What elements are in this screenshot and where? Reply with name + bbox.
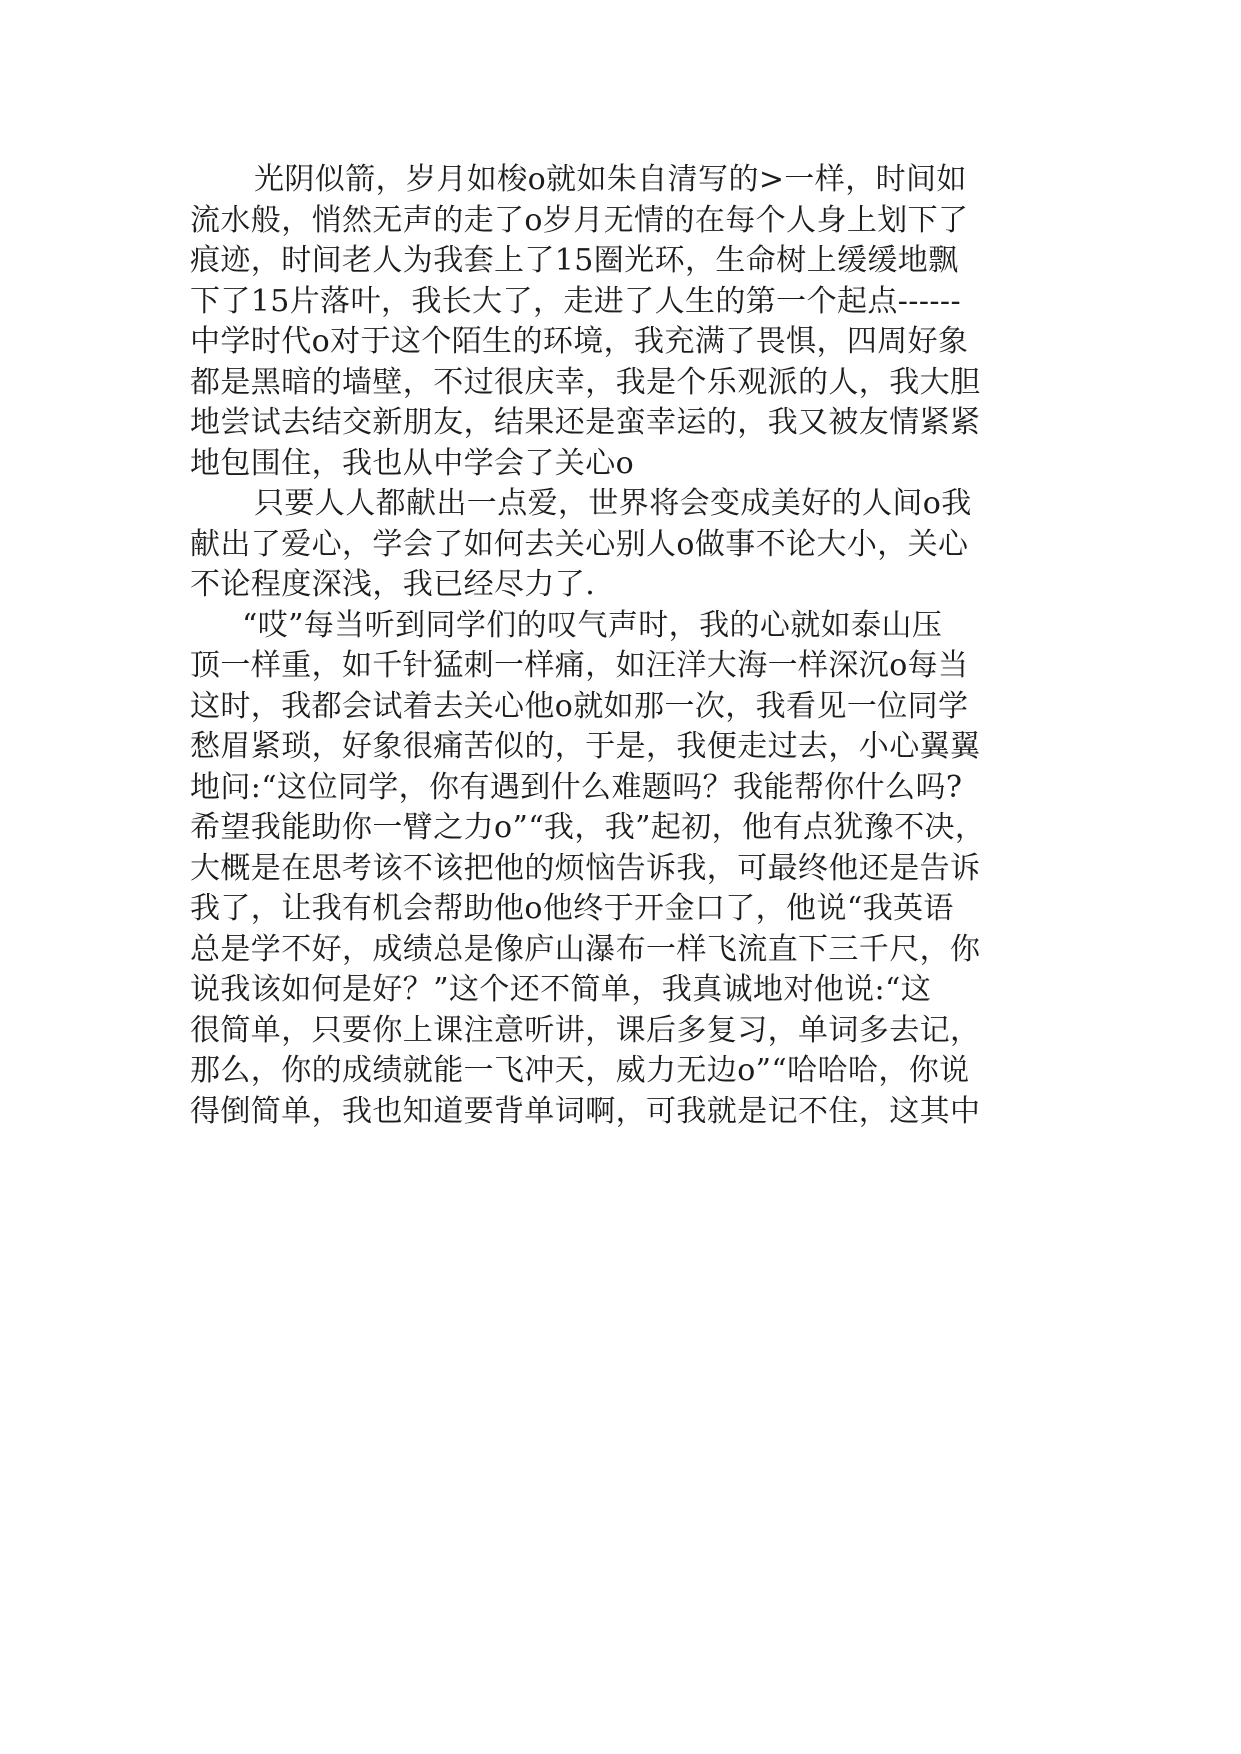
text-line: 得倒简单，我也知道要背单词啊，可我就是记不住，这其中: [190, 1093, 981, 1129]
text-line: 我了，让我有机会帮助他o他终于开金口了，他说“我英语: [190, 891, 954, 926]
text-line: 愁眉紧琐，好象很痛苦似的，于是，我便走过去，小心翼翼: [190, 729, 981, 764]
text-line: 地问:“这位同学，你有遇到什么难题吗？我能帮你什么吗?: [190, 769, 963, 805]
text-line: 总是学不好，成绩总是像庐山瀑布一样飞流直下三千尺，你: [190, 931, 981, 967]
text-line: 这时，我都会试着去关心他o就如那一次，我看见一位同学: [190, 688, 969, 724]
text-line: 下了15片落叶，我长大了，走进了人生的第一个起点------: [190, 283, 961, 319]
text-line: 很简单，只要你上课注意听讲，课后多复习，单词多去记，: [190, 1012, 981, 1048]
text-line: 光阴似箭，岁月如梭o就如朱自清写的>一样，时间如: [254, 162, 967, 197]
essay-text: [190, 160, 1070, 1132]
text-line: 那么，你的成绩就能一飞冲天，威力无边o”“哈哈哈，你说: [190, 1053, 970, 1088]
text-line: 只要人人都献出一点爱，世界将会变成美好的人间o我: [254, 486, 972, 521]
text-line: 献出了爱心，学会了如何去关心别人o做事不论大小，关心: [190, 526, 969, 562]
text-line: 痕迹，时间老人为我套上了15圈光环，生命树上缓缓地飘: [190, 243, 959, 278]
text-line: 都是黑暗的墙壁，不过很庆幸，我是个乐观派的人，我大胆: [190, 364, 981, 400]
text-line: 说我该如何是好？”这个还不简单，我真诚地对他说:“这: [190, 972, 932, 1007]
text-line: “哎”每当听到同学们的叹气声时，我的心就如泰山压: [242, 607, 943, 643]
text-line: 不论程度深浅，我已经尽力了.: [190, 567, 596, 602]
text-line: 大概是在思考该不该把他的烦恼告诉我，可最终他还是告诉: [190, 850, 981, 886]
text-line: 希望我能助你一臂之力o”“我，我”起初，他有点犹豫不决，: [190, 810, 986, 845]
text-line: 中学时代o对于这个陌生的环境，我充满了畏惧，四周好象: [190, 324, 969, 359]
text-line: 流水般，悄然无声的走了o岁月无情的在每个人身上划下了: [190, 202, 969, 238]
text-line: 顶一样重，如千针猛刺一样痛，如汪洋大海一样深沉o每当: [190, 648, 969, 683]
text-line: 地包围住，我也从中学会了关心o: [190, 445, 635, 481]
text-line: 地尝试去结交新朋友，结果还是蛮幸运的，我又被友情紧紧: [190, 405, 981, 440]
